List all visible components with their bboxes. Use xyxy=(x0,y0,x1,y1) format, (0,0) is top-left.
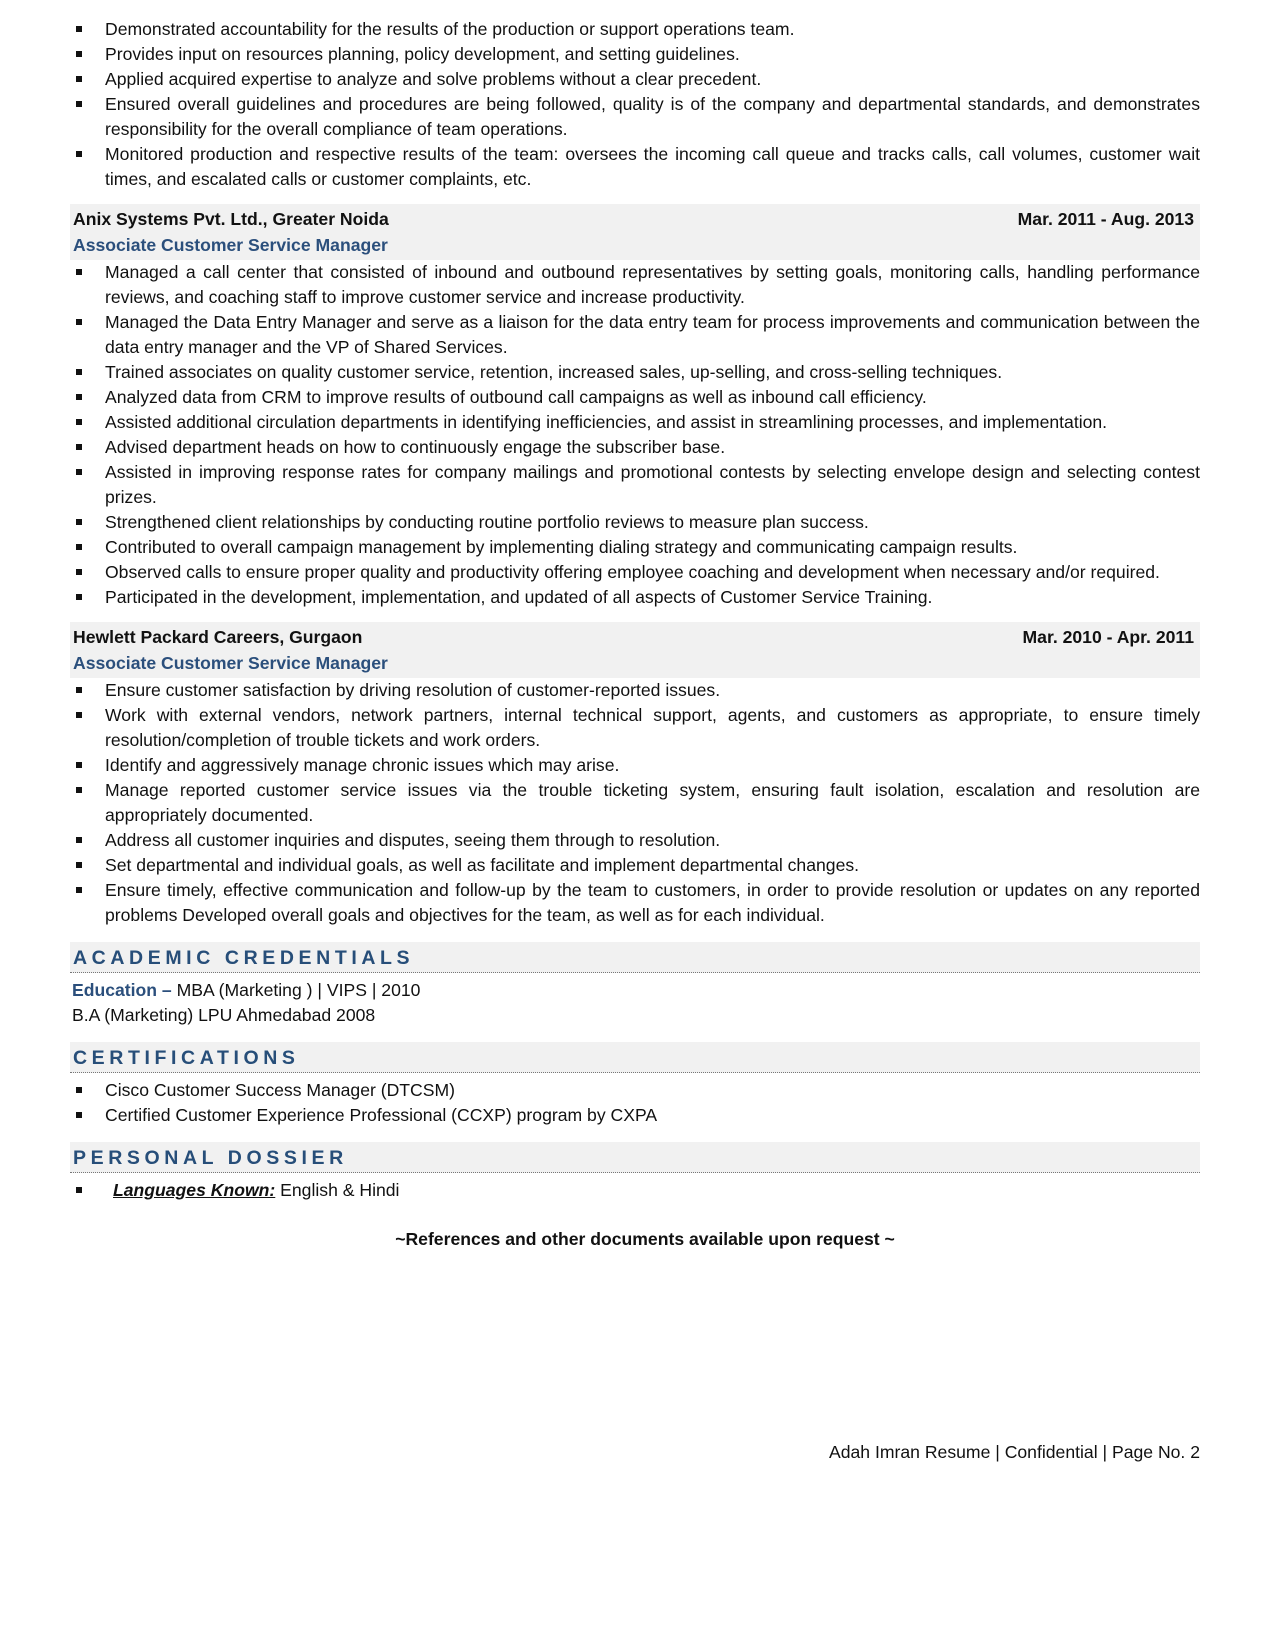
education-line-2: B.A (Marketing) LPU Ahmedabad 2008 xyxy=(72,1005,376,1025)
square-bullet-icon xyxy=(76,887,82,893)
square-bullet-icon xyxy=(76,762,82,768)
square-bullet-icon xyxy=(76,837,82,843)
list-item: Trained associates on quality customer service, retention, increased sales, up-selling, and cross-selling techniques. xyxy=(70,360,1200,385)
job-bullet-list xyxy=(70,678,1200,928)
list-item: Address all customer inquiries and disputes, seeing them through to resolution. xyxy=(70,828,1200,853)
education-line: Education – MBA (Marketing ) | VIPS | 2010 xyxy=(72,980,421,1000)
list-item xyxy=(70,1178,1200,1203)
job-bullet-list xyxy=(70,260,1200,610)
languages-label: Languages Known: xyxy=(113,1180,276,1200)
resume-content xyxy=(70,17,1200,1250)
list-item: Work with external vendors, network partners, internal technical support, agents, and customers as appropriate, to ensure timely resolution/completion of trouble tickets and work orders. xyxy=(70,703,1200,753)
job-dates: Mar. 2010 - Apr. 2011 xyxy=(1022,627,1194,647)
square-bullet-icon xyxy=(76,544,82,550)
square-bullet-icon xyxy=(76,269,82,275)
square-bullet-icon xyxy=(76,712,82,718)
square-bullet-icon xyxy=(76,787,82,793)
job-header xyxy=(70,622,1200,678)
square-bullet-icon xyxy=(76,444,82,450)
list-item: Set departmental and individual goals, as well as facilitate and implement departmental changes. xyxy=(70,853,1200,878)
list-item: Strengthened client relationships by conducting routine portfolio reviews to measure plan success. xyxy=(70,510,1200,535)
page-footer: Adah Imran Resume | Confidential | Page No. 2 xyxy=(829,1442,1200,1462)
job-title: Associate Customer Service Manager xyxy=(73,653,388,673)
list-item: Monitored production and respective results of the team: oversees the incoming call queue and tracks calls, call volumes, customer wait times, and escalated calls or customer complaints, etc. xyxy=(70,142,1200,192)
list-item: Managed a call center that consisted of inbound and outbound representatives by setting goals, monitoring calls, handling performance reviews, and coaching staff to improve customer service and increase productivity. xyxy=(70,260,1200,310)
job-title: Associate Customer Service Manager xyxy=(73,235,388,255)
square-bullet-icon xyxy=(76,51,82,57)
square-bullet-icon xyxy=(76,101,82,107)
list-item: Analyzed data from CRM to improve results of outbound call campaigns as well as inbound call efficiency. xyxy=(70,385,1200,410)
references-note: ~References and other documents available upon request ~ xyxy=(395,1229,895,1249)
list-item: Provides input on resources planning, policy development, and setting guidelines. xyxy=(70,42,1200,67)
square-bullet-icon xyxy=(76,687,82,693)
square-bullet-icon xyxy=(76,319,82,325)
list-item: Observed calls to ensure proper quality and productivity offering employee coaching and development when necessary and/or required. xyxy=(70,560,1200,585)
square-bullet-icon xyxy=(76,469,82,475)
list-item: Contributed to overall campaign management by implementing dialing strategy and communicating campaign results. xyxy=(70,535,1200,560)
square-bullet-icon xyxy=(76,419,82,425)
list-item: Assisted additional circulation departments in identifying inefficiencies, and assist in streamlining processes, and implementation. xyxy=(70,410,1200,435)
list-item: Ensured overall guidelines and procedures are being followed, quality is of the company and departmental standards, and demonstrates responsibility for the overall compliance of team operations. xyxy=(70,92,1200,142)
intro-bullet-list xyxy=(70,17,1200,192)
languages-value: English & Hindi xyxy=(275,1180,400,1200)
list-item: Ensure timely, effective communication and follow-up by the team to customers, in order to provide resolution or updates on any reported problems Developed overall goals and objectives for the team, as well as for each individual. xyxy=(70,878,1200,928)
section-heading-certifications: CERTIFICATIONS xyxy=(70,1042,1200,1073)
square-bullet-icon xyxy=(76,394,82,400)
square-bullet-icon xyxy=(76,569,82,575)
list-item: Participated in the development, implementation, and updated of all aspects of Customer Service Training. xyxy=(70,585,1200,610)
education-label: Education – xyxy=(72,980,172,1000)
job-dates: Mar. 2011 - Aug. 2013 xyxy=(1017,209,1194,229)
square-bullet-icon xyxy=(76,1112,82,1118)
square-bullet-icon xyxy=(76,1087,82,1093)
square-bullet-icon xyxy=(76,1187,82,1193)
list-item: Demonstrated accountability for the results of the production or support operations team. xyxy=(70,17,1200,42)
square-bullet-icon xyxy=(76,151,82,157)
square-bullet-icon xyxy=(76,76,82,82)
list-item: Ensure customer satisfaction by driving resolution of customer-reported issues. xyxy=(70,678,1200,703)
list-item: Identify and aggressively manage chronic issues which may arise. xyxy=(70,753,1200,778)
square-bullet-icon xyxy=(76,594,82,600)
square-bullet-icon xyxy=(76,519,82,525)
certifications-list xyxy=(70,1078,1200,1128)
square-bullet-icon xyxy=(76,369,82,375)
square-bullet-icon xyxy=(76,862,82,868)
list-item: Cisco Customer Success Manager (DTCSM) xyxy=(70,1078,1200,1103)
company-name: Anix Systems Pvt. Ltd., Greater Noida xyxy=(73,209,389,229)
list-item: Managed the Data Entry Manager and serve as a liaison for the data entry team for process improvements and communication between the data entry manager and the VP of Shared Services. xyxy=(70,310,1200,360)
personal-list xyxy=(70,1178,1200,1203)
section-heading-personal: PERSONAL DOSSIER xyxy=(70,1142,1200,1173)
list-item: Certified Customer Experience Professional (CCXP) program by CXPA xyxy=(70,1103,1200,1128)
job-header xyxy=(70,204,1200,260)
section-heading-academic: ACADEMIC CREDENTIALS xyxy=(70,942,1200,973)
list-item: Assisted in improving response rates for company mailings and promotional contests by selecting envelope design and selecting contest prizes. xyxy=(70,460,1200,510)
list-item: Advised department heads on how to continuously engage the subscriber base. xyxy=(70,435,1200,460)
square-bullet-icon xyxy=(76,26,82,32)
list-item: Manage reported customer service issues via the trouble ticketing system, ensuring fault isolation, escalation and resolution are appropriately documented. xyxy=(70,778,1200,828)
company-name: Hewlett Packard Careers, Gurgaon xyxy=(73,627,363,647)
list-item: Applied acquired expertise to analyze and solve problems without a clear precedent. xyxy=(70,67,1200,92)
